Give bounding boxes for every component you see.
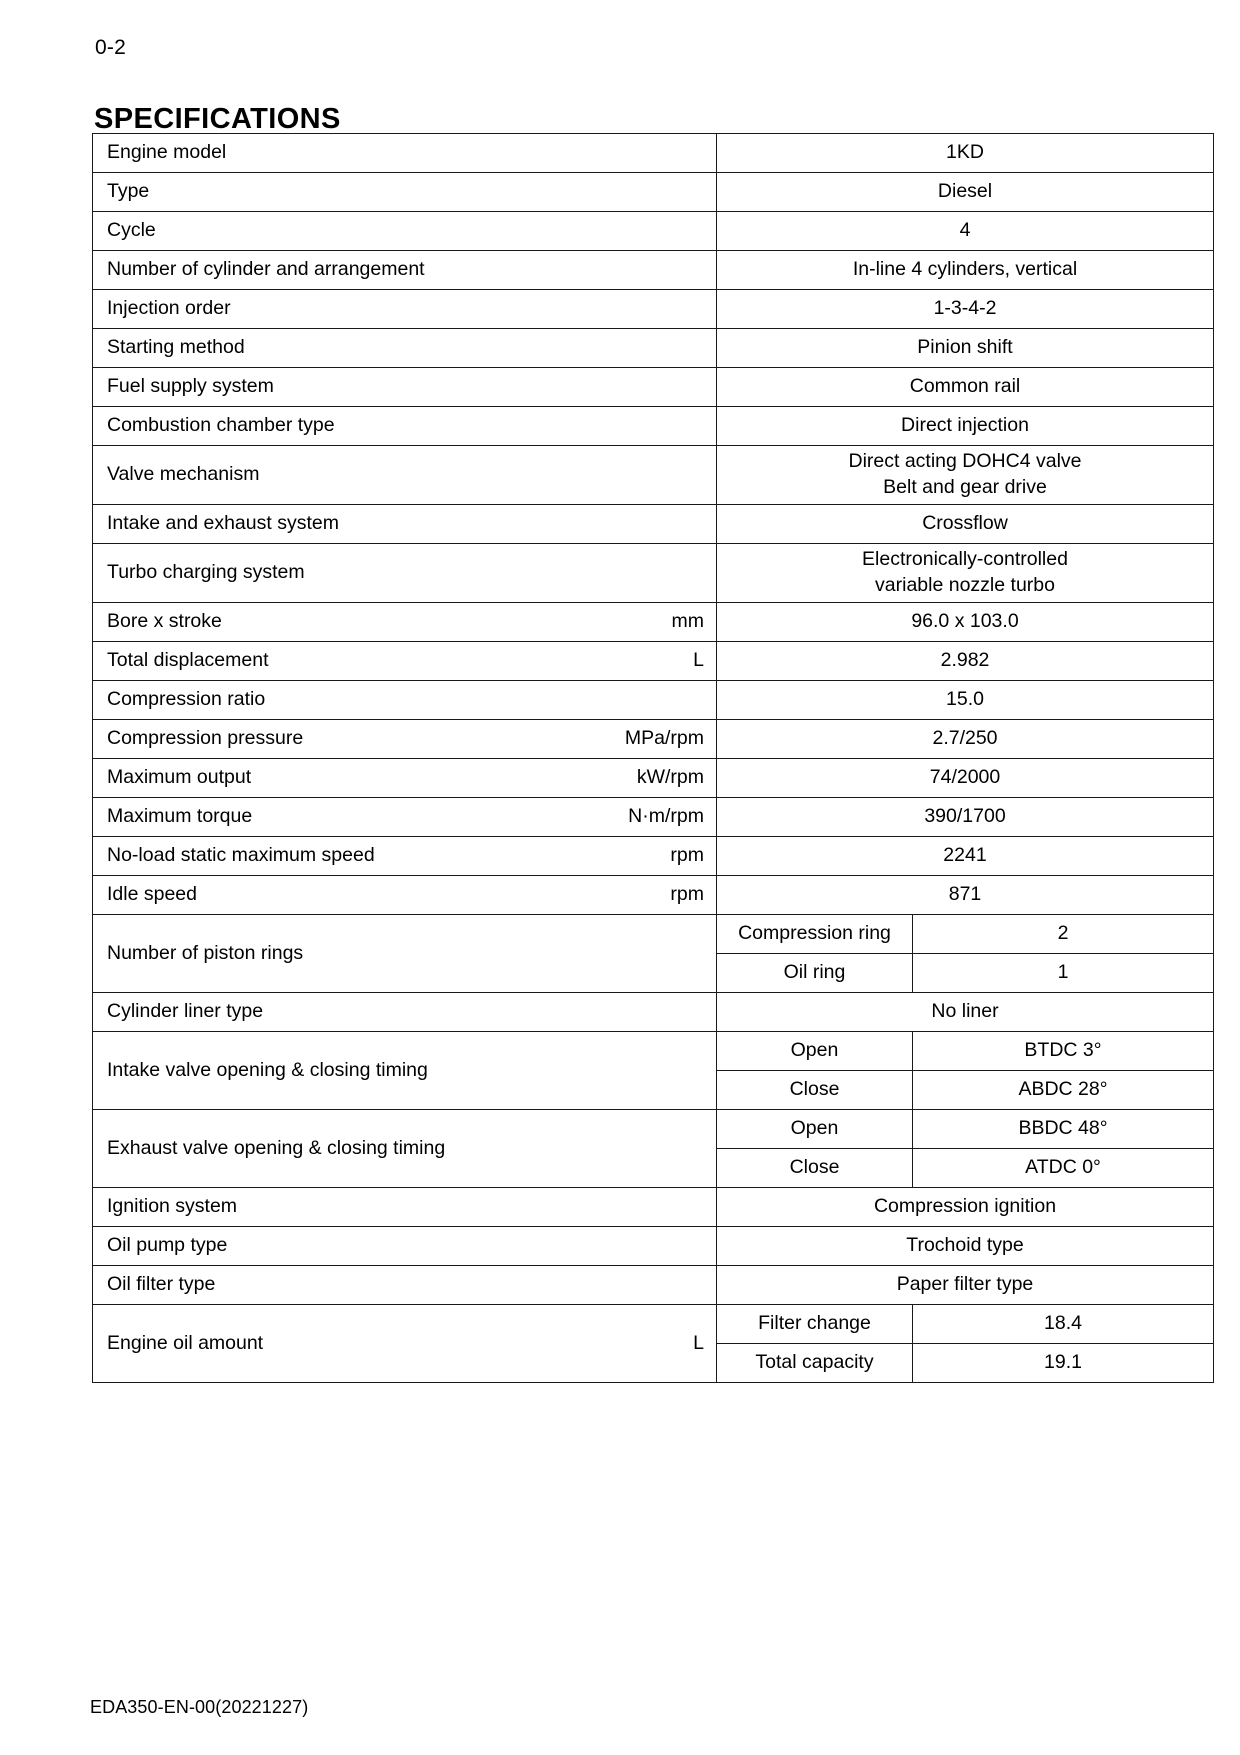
- row-value: Paper filter type: [717, 1266, 1214, 1305]
- row-unit: [521, 993, 717, 1032]
- page-title: SPECIFICATIONS: [94, 103, 341, 136]
- row-value: No liner: [717, 993, 1214, 1032]
- row-unit: [521, 1110, 717, 1188]
- table-row: [93, 837, 1214, 876]
- table-row: [93, 915, 1214, 954]
- table-row: [93, 251, 1214, 290]
- row-unit: rpm: [521, 876, 717, 915]
- row-unit: [521, 251, 717, 290]
- row-label: Intake and exhaust system: [93, 505, 521, 544]
- table-row: [93, 1110, 1214, 1149]
- row-label: Maximum output: [93, 759, 521, 798]
- row-label: No-load static maximum speed: [93, 837, 521, 876]
- row-value: ATDC 0°: [913, 1149, 1214, 1188]
- table-row: [93, 1188, 1214, 1227]
- row-label: Number of cylinder and arrangement: [93, 251, 521, 290]
- row-unit: rpm: [521, 837, 717, 876]
- row-label: Type: [93, 173, 521, 212]
- table-row: [93, 368, 1214, 407]
- table-row: [93, 798, 1214, 837]
- row-value: BBDC 48°: [913, 1110, 1214, 1149]
- table-row: [93, 759, 1214, 798]
- row-value: 19.1: [913, 1344, 1214, 1383]
- row-value: 1: [913, 954, 1214, 993]
- table-row: [93, 1032, 1214, 1071]
- row-unit: kW/rpm: [521, 759, 717, 798]
- table-row: [93, 1305, 1214, 1344]
- row-unit: [521, 446, 717, 505]
- row-label: Valve mechanism: [93, 446, 521, 505]
- row-value: Compression ignition: [717, 1188, 1214, 1227]
- specifications-table-body: [93, 134, 1214, 1383]
- row-subheading: Open: [717, 1110, 913, 1149]
- table-row: [93, 681, 1214, 720]
- table-row: [93, 329, 1214, 368]
- table-row: [93, 1227, 1214, 1266]
- row-label: Oil pump type: [93, 1227, 521, 1266]
- row-label: Idle speed: [93, 876, 521, 915]
- table-row: [93, 505, 1214, 544]
- row-value: 2.982: [717, 642, 1214, 681]
- table-row: [93, 446, 1214, 505]
- row-label: Intake valve opening & closing timing: [93, 1032, 521, 1110]
- table-row: [93, 876, 1214, 915]
- row-value: 871: [717, 876, 1214, 915]
- row-subheading: Close: [717, 1149, 913, 1188]
- row-subheading: Close: [717, 1071, 913, 1110]
- specifications-table: [92, 133, 1214, 1383]
- document-footer: EDA350-EN-00(20221227): [90, 1697, 309, 1717]
- row-unit: [521, 915, 717, 993]
- row-unit: [521, 329, 717, 368]
- row-value: Diesel: [717, 173, 1214, 212]
- row-label: Engine model: [93, 134, 521, 173]
- row-value: Crossflow: [717, 505, 1214, 544]
- row-unit: L: [521, 1305, 717, 1383]
- row-label: Bore x stroke: [93, 603, 521, 642]
- row-unit: [521, 505, 717, 544]
- row-value: Direct injection: [717, 407, 1214, 446]
- row-unit: [521, 1188, 717, 1227]
- row-value: Pinion shift: [717, 329, 1214, 368]
- table-row: [93, 544, 1214, 603]
- row-value: 74/2000: [717, 759, 1214, 798]
- row-label: Number of piston rings: [93, 915, 521, 993]
- row-unit: mm: [521, 603, 717, 642]
- table-row: [93, 603, 1214, 642]
- row-subheading: Compression ring: [717, 915, 913, 954]
- row-value: 2: [913, 915, 1214, 954]
- page-number: 0-2: [95, 36, 126, 59]
- row-unit: MPa/rpm: [521, 720, 717, 759]
- row-value: 15.0: [717, 681, 1214, 720]
- row-label: Cylinder liner type: [93, 993, 521, 1032]
- row-label: Total displacement: [93, 642, 521, 681]
- row-value: Common rail: [717, 368, 1214, 407]
- row-unit: [521, 681, 717, 720]
- row-label: Turbo charging system: [93, 544, 521, 603]
- row-label: Combustion chamber type: [93, 407, 521, 446]
- row-unit: [521, 290, 717, 329]
- row-label: Compression pressure: [93, 720, 521, 759]
- row-unit: [521, 173, 717, 212]
- row-unit: [521, 212, 717, 251]
- row-label: Cycle: [93, 212, 521, 251]
- row-value: ABDC 28°: [913, 1071, 1214, 1110]
- row-label: Ignition system: [93, 1188, 521, 1227]
- row-label: Exhaust valve opening & closing timing: [93, 1110, 521, 1188]
- row-value: 1-3-4-2: [717, 290, 1214, 329]
- row-value: 1KD: [717, 134, 1214, 173]
- table-row: [93, 290, 1214, 329]
- row-unit: [521, 134, 717, 173]
- table-row: [93, 642, 1214, 681]
- row-label: Starting method: [93, 329, 521, 368]
- row-value: 96.0 x 103.0: [717, 603, 1214, 642]
- row-subheading: Open: [717, 1032, 913, 1071]
- row-value: 4: [717, 212, 1214, 251]
- row-unit: [521, 1032, 717, 1110]
- table-row: [93, 1266, 1214, 1305]
- table-row: [93, 173, 1214, 212]
- row-unit: L: [521, 642, 717, 681]
- row-label: Engine oil amount: [93, 1305, 521, 1383]
- row-value: Electronically-controlled variable nozzle turbo: [717, 544, 1214, 603]
- table-row: [93, 212, 1214, 251]
- row-value: BTDC 3°: [913, 1032, 1214, 1071]
- row-label: Compression ratio: [93, 681, 521, 720]
- table-row: [93, 407, 1214, 446]
- row-unit: [521, 368, 717, 407]
- row-unit: [521, 407, 717, 446]
- row-value: Trochoid type: [717, 1227, 1214, 1266]
- row-subheading: Oil ring: [717, 954, 913, 993]
- row-unit: N·m/rpm: [521, 798, 717, 837]
- table-row: [93, 134, 1214, 173]
- row-unit: [521, 1227, 717, 1266]
- row-value: 2.7/250: [717, 720, 1214, 759]
- row-label: Fuel supply system: [93, 368, 521, 407]
- row-value: Direct acting DOHC4 valve Belt and gear drive: [717, 446, 1214, 505]
- row-unit: [521, 544, 717, 603]
- table-row: [93, 720, 1214, 759]
- row-label: Oil filter type: [93, 1266, 521, 1305]
- row-value: 2241: [717, 837, 1214, 876]
- row-value: In-line 4 cylinders, vertical: [717, 251, 1214, 290]
- table-row: [93, 993, 1214, 1032]
- row-value: 390/1700: [717, 798, 1214, 837]
- row-value: 18.4: [913, 1305, 1214, 1344]
- row-subheading: Total capacity: [717, 1344, 913, 1383]
- row-label: Injection order: [93, 290, 521, 329]
- row-unit: [521, 1266, 717, 1305]
- row-label: Maximum torque: [93, 798, 521, 837]
- row-subheading: Filter change: [717, 1305, 913, 1344]
